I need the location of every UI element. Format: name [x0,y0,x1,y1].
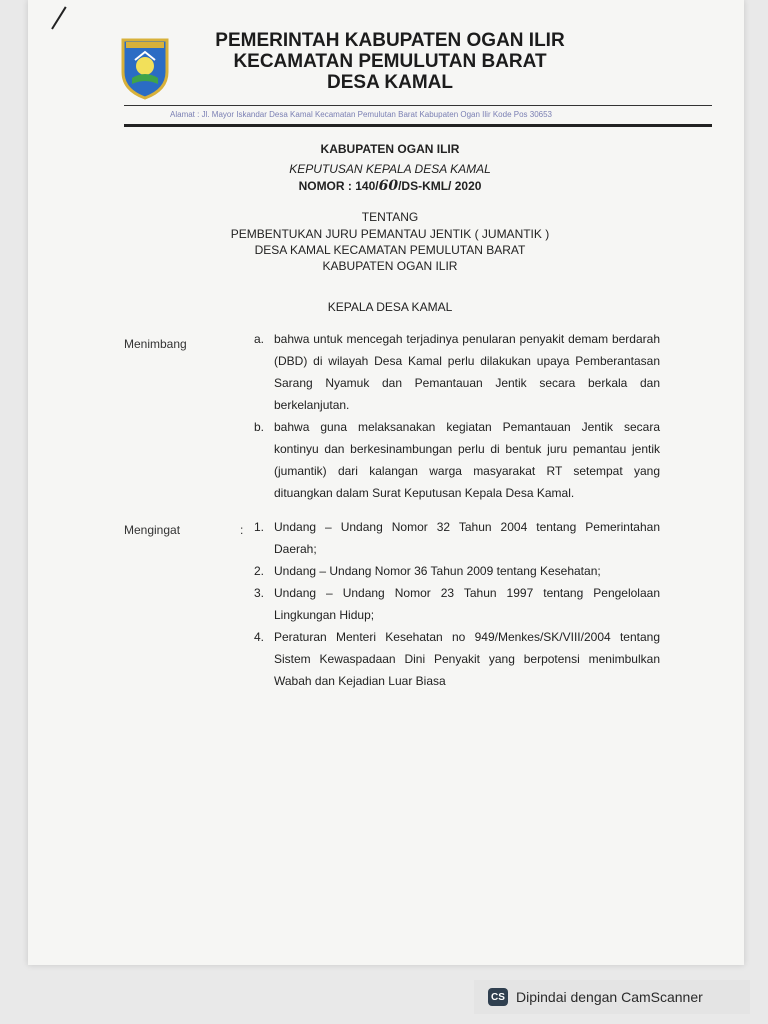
list-marker: 4. [254,630,265,644]
letterhead-government: PEMERINTAH KABUPATEN OGAN ILIR [215,30,565,51]
list-marker: b. [254,420,265,434]
menimbang-item-b [254,416,660,504]
subject-line-2: DESA KAMAL KECAMATAN PEMULUTAN BARAT [254,243,526,257]
subject-line-1: PEMBENTUKAN JURU PEMANTAU JENTIK ( JUMANTIK ) [230,227,550,241]
list-item-text: bahwa guna melaksanakan kegiatan Pemantauan Jentik secara kontinyu dan berkesinambungan perlu di bentuk juru pemantau jentik (jumantik) dari kalangan warga masyarakat RT setempat yang dituangkan dalam Surat Keputusan Kepala Desa Kamal. [274,420,660,500]
list-marker: 1. [254,520,265,534]
list-item-text: Undang – Undang Nomor 32 Tahun 2004 tentang Pemerintahan Daerah; [274,520,660,556]
letterhead [180,30,600,93]
letterhead-address: Alamat : Jl. Mayor Iskandar Desa Kamal Kecamatan Pemulutan Barat Kabupaten Ogan Ilir Kode Pos 30653 [170,110,552,119]
camscanner-icon: CS [488,988,508,1006]
list-item-text: Undang – Undang Nomor 23 Tahun 1997 tentang Pengelolaan Lingkungan Hidup; [274,586,660,622]
menimbang-label: Menimbang [124,337,187,351]
decree-region: KABUPATEN OGAN ILIR [320,142,460,156]
list-item-text: Undang – Undang Nomor 36 Tahun 2009 tentang Kesehatan; [274,564,601,578]
list-item-text: Peraturan Menteri Kesehatan no 949/Menkes/SK/VIII/2004 tentang Sistem Kewaspadaan Dini Penyakit yang berpotensi menimbulkan Wabah dan Kejadian Luar Biasa [274,630,660,688]
mengingat-item-4 [254,626,660,692]
mengingat-colon: : [240,523,244,537]
decree-title: KEPUTUSAN KEPALA DESA KAMAL [289,162,491,176]
decree-number-prefix: NOMOR : 140/ [298,179,379,193]
regency-emblem-icon [120,30,170,100]
menimbang-item-a [254,328,660,416]
list-marker: 3. [254,586,265,600]
mengingat-item-2 [254,560,660,582]
camscanner-label: Dipindai dengan CamScanner [516,989,703,1005]
mengingat-label: Mengingat [124,523,181,537]
camscanner-watermark [474,980,750,1014]
authority-heading: KEPALA DESA KAMAL [327,300,453,314]
list-marker: 2. [254,564,265,578]
decree-number [180,178,600,194]
mengingat-item-1 [254,516,660,560]
decree-number-suffix: /DS-KML/ 2020 [398,179,482,193]
letterhead-district: KECAMATAN PEMULUTAN BARAT [233,51,547,72]
subject-heading: TENTANG [361,210,419,224]
letterhead-rule-thin [124,105,712,106]
letterhead-rule-thick [124,124,712,127]
letterhead-village: DESA KAMAL [327,72,453,93]
decree-number-handwritten: 60 [378,178,399,194]
list-item-text: bahwa untuk mencegah terjadinya penularan penyakit demam berdarah (DBD) di wilayah Desa Kamal perlu dilakukan upaya Pemberantasan Sarang Nyamuk dan Pemantauan Jentik secara berkala dan berkelanjutan. [274,332,660,412]
list-marker: a. [254,332,265,346]
subject-line-3: KABUPATEN OGAN ILIR [322,259,458,273]
mengingat-item-3 [254,582,660,626]
